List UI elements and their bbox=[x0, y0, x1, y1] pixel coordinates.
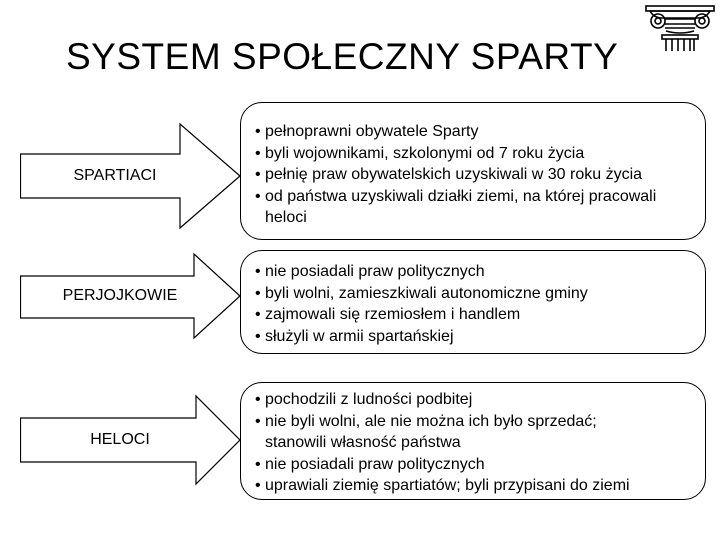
list-item: • nie posiadali praw politycznych bbox=[255, 454, 705, 476]
list-item: • nie byli wolni, ale nie można ich było sprzedać; stanowili własność państwa bbox=[255, 411, 705, 454]
arrow-spartiaci bbox=[20, 122, 242, 230]
greek-column-capital-icon bbox=[644, 4, 716, 52]
list-item: • byli wojownikami, szkolonymi od 7 roku życia bbox=[255, 143, 705, 165]
list-item: • służyli w armii spartańskiej bbox=[255, 326, 705, 348]
description-box-heloci bbox=[240, 382, 706, 500]
list-item: • od państwa uzyskiwali działki ziemi, na której pracowali heloci bbox=[255, 186, 705, 229]
group-label-perjojkowie: PERJOJKOWIE bbox=[62, 287, 178, 304]
description-box-perjojkowie bbox=[240, 250, 706, 354]
list-item: • zajmowali się rzemiosłem i handlem bbox=[255, 304, 705, 326]
list-item: • nie posiadali praw politycznych bbox=[255, 261, 705, 283]
page-title: SYSTEM SPOŁECZNY SPARTY bbox=[66, 36, 619, 77]
list-item: • pełnię praw obywatelskich uzyskiwali w 30 roku życia bbox=[255, 164, 705, 186]
list-item: • pochodzili z ludności podbitej bbox=[255, 389, 705, 411]
group-label-spartiaci: SPARTIACI bbox=[73, 167, 157, 184]
list-item: • byli wolni, zamieszkiwali autonomiczne gminy bbox=[255, 283, 705, 305]
arrow-heloci bbox=[20, 394, 242, 502]
description-box-spartiaci bbox=[240, 102, 706, 240]
arrow-perjojkowie bbox=[20, 252, 242, 360]
list-item: • pełnoprawni obywatele Sparty bbox=[255, 121, 705, 143]
group-label-heloci: HELOCI bbox=[90, 431, 150, 448]
list-item: • uprawiali ziemię spartiatów; byli przypisani do ziemi bbox=[255, 475, 705, 497]
